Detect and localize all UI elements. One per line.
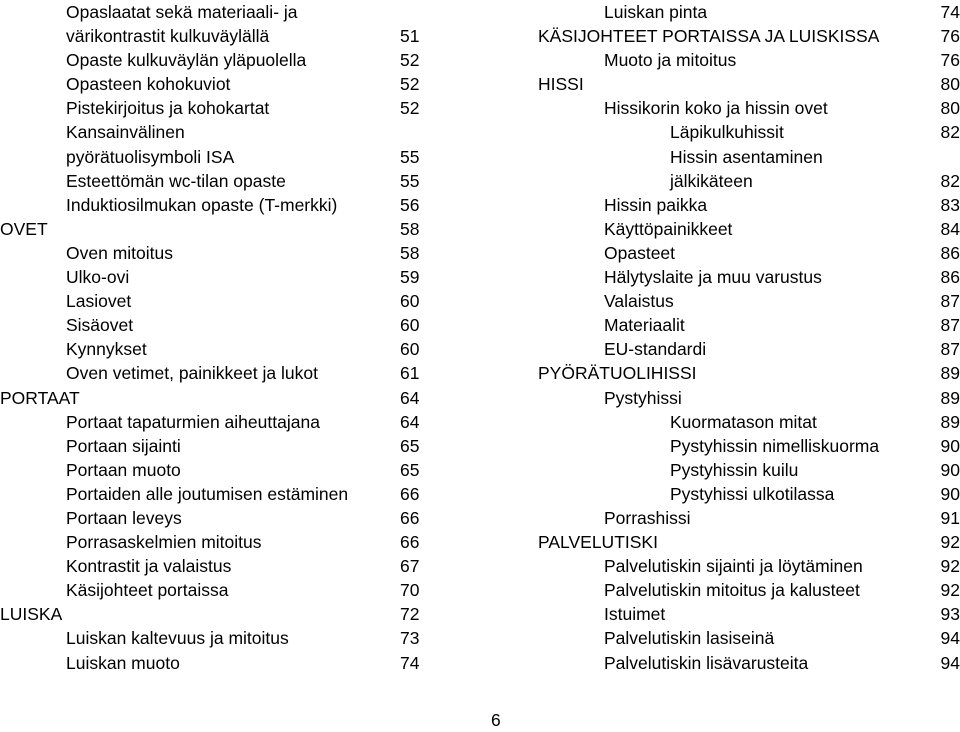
toc-entry bbox=[538, 361, 960, 385]
toc-entry-page: 89 bbox=[940, 411, 960, 432]
toc-entry-label: Valaistus bbox=[604, 291, 674, 312]
toc-entry-page: 93 bbox=[940, 604, 960, 625]
toc-entry bbox=[0, 313, 425, 337]
toc-entry bbox=[0, 434, 425, 458]
toc-entry bbox=[0, 265, 425, 289]
toc-entry-label: Portaiden alle joutumisen estäminen bbox=[66, 483, 349, 504]
toc-entry-label: Palvelutiskin lisävarusteita bbox=[604, 652, 809, 673]
toc-entry-page: 66 bbox=[400, 532, 420, 553]
toc-entry-page: 80 bbox=[940, 74, 960, 95]
toc-entry bbox=[0, 169, 425, 193]
toc-entry bbox=[0, 217, 425, 241]
toc-entry bbox=[538, 96, 960, 120]
toc-entry-page: 87 bbox=[940, 291, 960, 312]
toc-entry bbox=[538, 120, 960, 144]
toc-entry bbox=[538, 241, 960, 265]
toc-entry-label: Pystyhissi bbox=[604, 387, 682, 408]
toc-entry-page: 52 bbox=[400, 98, 420, 119]
toc-entry-label: Lasiovet bbox=[66, 291, 132, 312]
toc-entry-page: 59 bbox=[400, 267, 420, 288]
toc-entry-page: 92 bbox=[940, 532, 960, 553]
toc-entry bbox=[538, 24, 960, 48]
toc-entry bbox=[0, 96, 425, 120]
toc-entry-label: Induktiosilmukan opaste (T-merkki) bbox=[66, 194, 338, 215]
toc-entry-label: Sisäovet bbox=[66, 315, 134, 336]
toc-entry-label: Luiskan muoto bbox=[66, 652, 180, 673]
toc-entry-page: 74 bbox=[400, 652, 420, 673]
toc-entry bbox=[538, 386, 960, 410]
toc-entry bbox=[538, 506, 960, 530]
toc-entry-label: Hissikorin koko ja hissin ovet bbox=[604, 98, 828, 119]
toc-entry-label: Läpikulkuhissit bbox=[670, 122, 784, 143]
toc-entry bbox=[538, 626, 960, 650]
toc-entry bbox=[0, 48, 425, 72]
toc-entry-page: 52 bbox=[400, 50, 420, 71]
toc-entry bbox=[0, 361, 425, 385]
toc-entry-page: 66 bbox=[400, 483, 420, 504]
toc-section-heading: LUISKA bbox=[0, 604, 63, 625]
toc-entry-label: Opaslaatat sekä materiaali- ja bbox=[66, 2, 298, 22]
toc-section-heading: KÄSIJOHTEET PORTAISSA JA LUISKISSA bbox=[538, 26, 880, 47]
toc-entry bbox=[0, 145, 425, 169]
toc-entry-label: Opasteet bbox=[604, 242, 676, 263]
toc-entry bbox=[538, 554, 960, 578]
toc-entry-page: 80 bbox=[940, 98, 960, 119]
toc-entry-page: 51 bbox=[400, 26, 420, 47]
toc-entry bbox=[0, 410, 425, 434]
toc-entry-page: 82 bbox=[940, 122, 960, 143]
toc-entry-label: Porrashissi bbox=[604, 507, 691, 528]
toc-entry-label: Portaan muoto bbox=[66, 459, 181, 480]
toc-entry-page: 89 bbox=[940, 363, 960, 384]
toc-left-column bbox=[0, 0, 425, 675]
toc-entry-label: Esteettömän wc-tilan opaste bbox=[66, 170, 286, 191]
toc-entry-label: Luiskan kaltevuus ja mitoitus bbox=[66, 628, 289, 649]
toc-entry bbox=[538, 651, 960, 675]
toc-entry-label: Portaan leveys bbox=[66, 507, 182, 528]
toc-entry bbox=[0, 193, 425, 217]
toc-entry-label: Pystyhissin kuilu bbox=[670, 459, 799, 480]
toc-entry-page: 70 bbox=[400, 580, 420, 601]
toc-entry bbox=[538, 289, 960, 313]
toc-entry-label: Hissin paikka bbox=[604, 194, 708, 215]
toc-entry-label: Portaan sijainti bbox=[66, 435, 181, 456]
toc-entry-page: 90 bbox=[940, 435, 960, 456]
toc-entry-label: Materiaalit bbox=[604, 315, 685, 336]
toc-entry-label: Opaste kulkuväylän yläpuolella bbox=[66, 50, 307, 71]
toc-entry-page: 55 bbox=[400, 146, 420, 167]
toc-entry bbox=[0, 530, 425, 554]
toc-entry bbox=[0, 386, 425, 410]
toc-entry-label: Pystyhissin nimelliskuorma bbox=[670, 435, 880, 456]
toc-entry-label: Ulko-ovi bbox=[66, 267, 130, 288]
toc-entry-page: 86 bbox=[940, 267, 960, 288]
toc-entry bbox=[0, 120, 425, 144]
toc-entry-label: Käsijohteet portaissa bbox=[66, 580, 229, 601]
toc-section-heading: PALVELUTISKI bbox=[538, 532, 658, 553]
toc-entry bbox=[538, 193, 960, 217]
toc-entry-page: 82 bbox=[940, 170, 960, 191]
toc-entry-page: 89 bbox=[940, 387, 960, 408]
toc-entry bbox=[538, 169, 960, 193]
toc-entry-label: Hälytyslaite ja muu varustus bbox=[604, 267, 822, 288]
toc-entry-page: 83 bbox=[940, 194, 960, 215]
toc-entry bbox=[0, 626, 425, 650]
toc-entry-page: 65 bbox=[400, 435, 420, 456]
toc-entry-page: 87 bbox=[940, 315, 960, 336]
toc-entry-label: Pystyhissi ulkotilassa bbox=[670, 483, 835, 504]
toc-entry-label: jälkikäteen bbox=[670, 170, 753, 191]
toc-entry-page: 72 bbox=[400, 604, 420, 625]
toc-entry bbox=[538, 48, 960, 72]
toc-section-heading: PYÖRÄTUOLIHISSI bbox=[538, 363, 697, 384]
toc-entry bbox=[538, 265, 960, 289]
toc-entry-page: 94 bbox=[940, 628, 960, 649]
toc-entry bbox=[538, 145, 960, 169]
toc-entry bbox=[0, 506, 425, 530]
toc-entry-page: 91 bbox=[940, 507, 960, 528]
toc-entry bbox=[0, 289, 425, 313]
toc-entry-page: 90 bbox=[940, 459, 960, 480]
toc-entry bbox=[538, 482, 960, 506]
toc-entry bbox=[538, 530, 960, 554]
toc-entry bbox=[0, 651, 425, 675]
toc-entry-label: Istuimet bbox=[604, 604, 666, 625]
toc-entry bbox=[0, 554, 425, 578]
toc-entry-page: 52 bbox=[400, 74, 420, 95]
toc-entry bbox=[538, 578, 960, 602]
toc-entry-page: 92 bbox=[940, 580, 960, 601]
toc-entry bbox=[0, 602, 425, 626]
page-number: 6 bbox=[491, 710, 501, 730]
toc-entry bbox=[0, 578, 425, 602]
toc-entry bbox=[538, 72, 960, 96]
toc-entry bbox=[0, 482, 425, 506]
toc-entry-label: EU-standardi bbox=[604, 339, 707, 360]
toc-section-heading: OVET bbox=[0, 218, 48, 239]
toc-entry-label: Luiskan pinta bbox=[604, 2, 708, 22]
toc-entry-label: Kuormatason mitat bbox=[670, 411, 817, 432]
toc-entry-page: 60 bbox=[400, 339, 420, 360]
toc-right-column bbox=[538, 0, 960, 675]
toc-entry-page: 60 bbox=[400, 315, 420, 336]
toc-entry bbox=[0, 24, 425, 48]
toc-entry bbox=[538, 0, 960, 24]
toc-entry-label: Kontrastit ja valaistus bbox=[66, 556, 232, 577]
toc-entry-page: 58 bbox=[400, 218, 420, 239]
toc-entry-page: 87 bbox=[940, 339, 960, 360]
toc-entry-page: 58 bbox=[400, 242, 420, 263]
toc-entry-label: Muoto ja mitoitus bbox=[604, 50, 737, 71]
toc-entry bbox=[0, 72, 425, 96]
toc-entry-page: 64 bbox=[400, 387, 420, 408]
toc-entry-label: Porrasaskelmien mitoitus bbox=[66, 532, 262, 553]
toc-entry-label: Oven vetimet, painikkeet ja lukot bbox=[66, 363, 318, 384]
toc-entry-page: 74 bbox=[940, 2, 960, 22]
toc-entry-page: 61 bbox=[400, 363, 420, 384]
toc-entry-page: 94 bbox=[940, 652, 960, 673]
toc-section-heading: HISSI bbox=[538, 74, 584, 95]
toc-entry-page: 56 bbox=[400, 194, 420, 215]
toc-entry bbox=[0, 337, 425, 361]
toc-entry-label: Portaat tapaturmien aiheuttajana bbox=[66, 411, 320, 432]
toc-entry-label: Kansainvälinen bbox=[66, 122, 185, 143]
toc-entry-page: 86 bbox=[940, 242, 960, 263]
toc-entry-page: 67 bbox=[400, 556, 420, 577]
toc-entry-label: Opasteen kohokuviot bbox=[66, 74, 231, 95]
toc-entry-label: pyörätuolisymboli ISA bbox=[66, 146, 235, 167]
toc-entry bbox=[0, 241, 425, 265]
toc-entry bbox=[538, 434, 960, 458]
toc-entry-page: 64 bbox=[400, 411, 420, 432]
toc-entry-label: Palvelutiskin mitoitus ja kalusteet bbox=[604, 580, 860, 601]
toc-entry-page: 55 bbox=[400, 170, 420, 191]
toc-entry-page: 60 bbox=[400, 291, 420, 312]
toc-entry-label: Palvelutiskin sijainti ja löytäminen bbox=[604, 556, 863, 577]
toc-entry bbox=[538, 337, 960, 361]
toc-entry-label: Kynnykset bbox=[66, 339, 147, 360]
toc-entry bbox=[0, 458, 425, 482]
toc-entry-page: 84 bbox=[940, 218, 960, 239]
toc-entry-page: 76 bbox=[940, 50, 960, 71]
toc-section-heading: PORTAAT bbox=[0, 387, 80, 408]
toc-entry-page: 92 bbox=[940, 556, 960, 577]
toc-entry-page: 66 bbox=[400, 507, 420, 528]
toc-entry-page: 65 bbox=[400, 459, 420, 480]
toc-entry bbox=[538, 313, 960, 337]
toc-entry-label: Oven mitoitus bbox=[66, 242, 173, 263]
toc-entry bbox=[0, 0, 425, 24]
toc-entry-label: Palvelutiskin lasiseinä bbox=[604, 628, 775, 649]
toc-entry-page: 73 bbox=[400, 628, 420, 649]
toc-entry-label: Hissin asentaminen bbox=[670, 146, 823, 167]
toc-entry-page: 76 bbox=[940, 26, 960, 47]
toc-entry-page: 90 bbox=[940, 483, 960, 504]
toc-entry bbox=[538, 458, 960, 482]
toc-entry bbox=[538, 217, 960, 241]
toc-entry-label: Käyttöpainikkeet bbox=[604, 218, 733, 239]
toc-entry-label: värikontrastit kulkuväylällä bbox=[66, 26, 270, 47]
toc-entry bbox=[538, 602, 960, 626]
toc-entry bbox=[538, 410, 960, 434]
toc-entry-label: Pistekirjoitus ja kohokartat bbox=[66, 98, 270, 119]
